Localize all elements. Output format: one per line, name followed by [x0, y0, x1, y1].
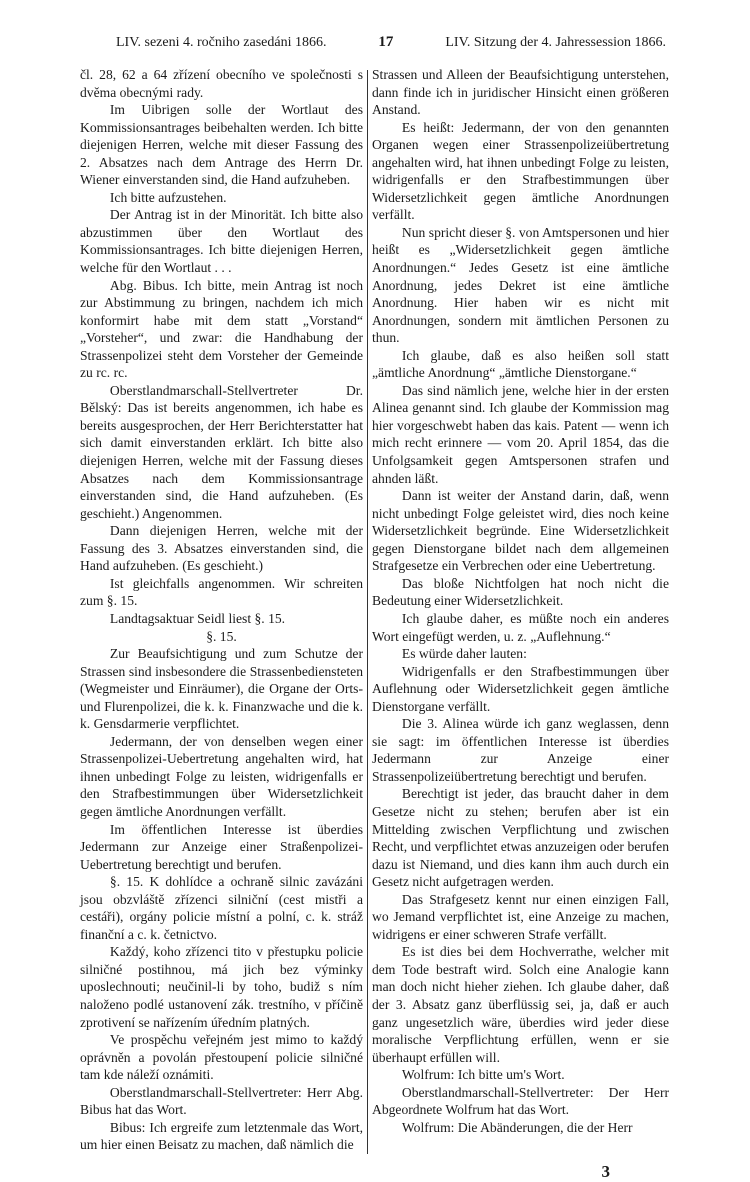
paragraph: Abg. Bibus. Ich bitte, mein Antrag ist noch zur Abstimmung zu bringen, nachdem ich mich konformirt habe mit dem statt „Vorstand“ „Vorsteher“, und zwar: die Handhabung der Strassenpolizei steht dem Vorsteher der Gemeinde zu rc. rc.: [80, 277, 363, 381]
paragraph: Oberstlandmarschall-Stellvertreter Dr. Bělský: Das ist bereits angenommen, ich habe es bereits ausgesprochen, der Herr Berichterstatter hat sich damit einverstanden erklärt. Ich bitte also diejenigen Herren, welche mit der Fassung dieses Absatzes nach dem Kommissionsantrage einverstanden sind, die Hand aufzuheben. (Es geschieht.) Angenommen.: [80, 382, 363, 521]
paragraph: Ich glaube, daß es also heißen soll statt „ämtliche Anordnung“ „ämtliche Dienstorgane.“: [372, 347, 669, 381]
paragraph: Ich bitte aufzustehen.: [109, 189, 227, 205]
running-header: [80, 34, 670, 58]
paragraph: Každý, koho zřízenci tito v přestupku policie silničné postihnou, má jich bez výminky uposlechnouti; neučinil-li by toho, budiž s ním naloženo podlé ustanovení zák. trestního, v příčině zprotivení se nařízením úředním platných.: [80, 944, 363, 1030]
paragraph: Die 3. Alinea würde ich ganz weglassen, denn sie sagt: im öffentlichen Interesse ist überdies Jedermann zur Anzeige einer Strassenpolizeiübertretung berechtigt und berufen.: [372, 716, 669, 784]
paragraph: Strassen und Alleen der Beaufsichtigung unterstehen, dann finde ich in juridischer Hinsicht einen größeren Anstand.: [372, 67, 669, 118]
paragraph: Widrigenfalls er den Strafbestimmungen über Auflehnung oder Widersetzlichkeit gegen ämtliche Dienstorgane verfällt.: [372, 663, 669, 714]
paragraph: Es würde daher lauten:: [401, 646, 527, 662]
paragraph: Das bloße Nichtfolgen hat noch nicht die Bedeutung einer Widersetzlichkeit.: [372, 575, 669, 609]
paragraph: Es heißt: Jedermann, der von den genannten Organen wegen einer Strassenpolizeiübertretung angehalten wird, hat ihnen unbedingt Folge zu leisten, widrigenfalls er den Strafbestimmungen über Widersetzlichkeit gegen ämtliche Anordnungen verfällt.: [372, 119, 669, 223]
paragraph: Wolfrum: Ich bitte um's Wort.: [401, 1067, 565, 1083]
paragraph: Nun spricht dieser §. von Amtspersonen und hier heißt es „Widersetzlichkeit gegen ämtliche Anordnungen.“ Jedes Gesetz ist eine ämtliche Anordnung, jedes Dekret ist eine ämtliche Anordnung. Hier haben wir es nicht mit Anordnungen, sondern mit ämtlichen Personen zu thun.: [372, 224, 669, 346]
right-column: [372, 66, 669, 1154]
paragraph: Der Antrag ist in der Minorität. Ich bitte also abzustimmen über den Wortlaut des Kommissionsantrages. Ich bitte diejenigen Herren, welche für den Wortlaut . . .: [80, 207, 363, 276]
paragraph: čl. 28, 62 a 64 zřízení obecního ve společnosti s dvěma obecnými rady.: [80, 67, 363, 100]
paragraph: Das sind nämlich jene, welche hier in der ersten Alinea genannt sind. Ich glaube der Kommission mag hier vorgeschwebt haben das kais. Patent — wenn ich mich recht erinnere — vom 20. April 1854, das die Unfolgsamkeit gegen Amtspersonen strafen und ahnden läßt.: [372, 382, 669, 486]
page-number: 17: [378, 34, 394, 50]
running-header-german: LIV. Sitzung der 4. Jahressession 1866.: [445, 35, 666, 50]
paragraph: Im öffentlichen Interesse ist überdies Jedermann zur Anzeige einer Straßenpolizei-Uebertretung berechtigt und berufen.: [80, 821, 363, 872]
paragraph: Berechtigt ist jeder, das braucht daher in dem Gesetze nicht zu stehen; berufen aber ist ein Mittelding zwischen Verpflichtung und zwischen Recht, und verpflichtet etwas anzuzeigen oder berufen dazu ist Niemand, und dies kann ihm auch durch ein Gesetz nicht aufgetragen werden.: [372, 786, 669, 890]
paragraph: §. 15. K dohlídce a ochraně silnic zavázáni jsou obzvláště zřízenci silniční (cest mistři a cestáři), orgány policie místní a polní, c. k. stráž finanční a c. k. četnictvo.: [80, 874, 363, 942]
paragraph: Ve prospěchu veřejném jest mimo to každý oprávněn a povolán přestoupení policie silničné tam kde náleží oznámiti.: [80, 1032, 363, 1083]
paragraph: §. 15.: [206, 628, 237, 644]
paragraph: Landtagsaktuar Seidl liest §. 15.: [109, 610, 286, 626]
paragraph: Zur Beaufsichtigung und zum Schutze der Strassen sind insbesondere die Strassenbediensteten (Wegmeister und Einräumer), die Organe der Orts- und Flurenpolizei, die k. k. Finanzwache und die k. k. Gensdarmerie verpflichtet.: [80, 646, 363, 732]
paragraph: Wolfrum: Die Abänderungen, die der Herr: [401, 1119, 633, 1135]
paragraph: Bibus: Ich ergreife zum letztenmale das Wort, um hier einen Beisatz zu machen, daß nämlich die: [80, 1119, 363, 1153]
paragraph: Das Strafgesetz kennt nur einen einzigen Fall, wo Jemand verpflichtet ist, eine Anzeige zu machen, widrigens er einer schweren Strafe verfällt.: [372, 891, 669, 942]
paragraph: Im Uibrigen solle der Wortlaut des Kommissionsantrages beibehalten werden. Ich bitte diejenigen Herren, welche mit dieser Fassung des 2. Absatzes nach dem Antrage des Herrn Dr. Wiener einverstanden sind, die Hand aufzuheben.: [80, 102, 363, 188]
paragraph: Oberstlandmarschall-Stellvertreter: Der Herr Abgeordnete Wolfrum hat das Wort.: [372, 1084, 669, 1118]
paragraph: Dann ist weiter der Anstand darin, daß, wenn nicht unbedingt Folge geleistet wird, dies noch keine Widersetzlichkeit begründe. Eine Widersetzlichkeit gegen Dienstorgane bildet nach dem allgemeinen Strafgesetze ein Verbrechen oder eine Uebertretung.: [372, 488, 669, 574]
page: [80, 34, 670, 1182]
paragraph: Es ist dies bei dem Hochverrathe, welcher mit dem Tode bestraft wird. Solch eine Analogie kann man doch nicht hieher ziehen. Ich glaube daher, daß der 3. Absatz ganz überflüssig sei, ja, daß er auch ganz ungesetzlich wäre, überdies wird jeder diese moralische Verpflichtung erfüllen, wenn er sie überhaupt erfüllen will.: [372, 944, 669, 1065]
running-header-czech: LIV. sezeni 4. ročniho zasedáni 1866.: [116, 35, 327, 50]
paragraph: Jedermann, der von denselben wegen einer Strassenpolizei-Uebertretung angehalten wird, hat ihnen unbedingt Folge zu leisten, widrigenfalls er den Strafbestimmungen über Widersetzlichkeit gegen ämtliche Anordnungen verfällt.: [80, 733, 363, 819]
paragraph: Oberstlandmarschall-Stellvertreter: Herr Abg. Bibus hat das Wort.: [80, 1084, 363, 1118]
paragraph: Ist gleichfalls angenommen. Wir schreiten zum §. 15.: [80, 575, 363, 609]
left-column: [80, 66, 363, 1154]
paragraph: Dann diejenigen Herren, welche mit der Fassung des 3. Absatzes einverstanden sind, die Hand aufzuheben. (Es geschieht.): [80, 523, 363, 574]
column-divider: [367, 70, 368, 1154]
paragraph: Ich glaube daher, es müßte noch ein anderes Wort eingefügt werden, u. z. „Auflehnung.“: [372, 610, 669, 644]
columns: [80, 66, 670, 1154]
footer: [80, 1162, 670, 1182]
signature-mark: 3: [601, 1161, 610, 1181]
